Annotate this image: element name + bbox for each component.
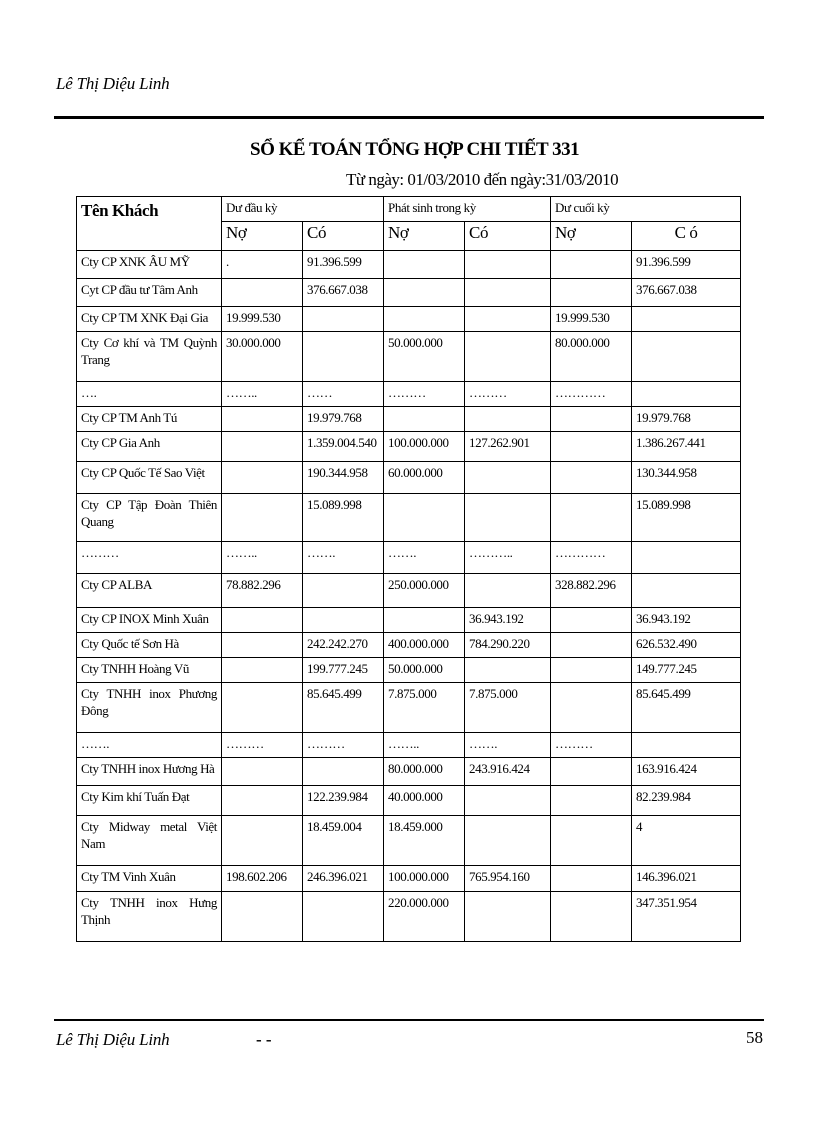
period-credit-cell: 36.943.192	[465, 608, 551, 633]
opening-debit-cell	[222, 279, 303, 307]
opening-credit-cell: 91.396.599	[303, 251, 384, 279]
closing-credit-cell: 347.351.954	[632, 892, 741, 942]
opening-credit-cell: 190.344.958	[303, 462, 384, 494]
customer-name: Cty CP Gia Anh	[77, 432, 222, 462]
table-row	[77, 494, 741, 542]
name-column-header: Tên Khách	[77, 197, 222, 251]
closing-debit-cell	[551, 633, 632, 658]
opening-debit-cell: .	[222, 251, 303, 279]
period-credit-cell	[465, 574, 551, 608]
footer-dots: - -	[256, 1030, 272, 1049]
table-row	[77, 574, 741, 608]
opening-credit-cell	[303, 608, 384, 633]
header-author: Lê Thị Diệu Linh	[56, 74, 170, 93]
customer-name: Cty CP XNK ÂU MỸ	[77, 251, 222, 279]
closing-debit-cell	[551, 758, 632, 786]
period-credit-cell: …….	[465, 733, 551, 758]
period-credit-cell	[465, 251, 551, 279]
opening-debit-cell	[222, 494, 303, 542]
period-credit-cell	[465, 494, 551, 542]
opening-credit-cell	[303, 332, 384, 382]
closing-debit-cell: 328.882.296	[551, 574, 632, 608]
closing-debit-cell	[551, 494, 632, 542]
period-credit-cell	[465, 307, 551, 332]
period-debit-cell: 100.000.000	[384, 866, 465, 892]
period-debit-cell: 50.000.000	[384, 332, 465, 382]
closing-credit-header: C ó	[632, 222, 741, 251]
closing-debit-cell	[551, 658, 632, 683]
customer-name: Cty TM Vinh Xuân	[77, 866, 222, 892]
closing-credit-cell	[632, 542, 741, 574]
period-credit-cell: 7.875.000	[465, 683, 551, 733]
closing-credit-cell: 376.667.038	[632, 279, 741, 307]
opening-debit-cell: ……..	[222, 382, 303, 407]
opening-credit-cell: ………	[303, 733, 384, 758]
document-title: SỔ KẾ TOÁN TỔNG HỢP CHI TIẾT 331	[250, 139, 580, 160]
opening-credit-cell	[303, 758, 384, 786]
period-credit-cell	[465, 462, 551, 494]
period-debit-cell: 7.875.000	[384, 683, 465, 733]
opening-credit-cell	[303, 892, 384, 942]
period-debit-cell	[384, 407, 465, 432]
opening-debit-cell	[222, 407, 303, 432]
closing-credit-cell: 1.386.267.441	[632, 432, 741, 462]
opening-debit-cell: 19.999.530	[222, 307, 303, 332]
opening-credit-cell: 376.667.038	[303, 279, 384, 307]
opening-credit-cell	[303, 307, 384, 332]
period-debit-cell: 18.459.000	[384, 816, 465, 866]
opening-credit-cell: ……	[303, 382, 384, 407]
closing-debit-cell: …………	[551, 382, 632, 407]
period-credit-cell: 765.954.160	[465, 866, 551, 892]
period-debit-cell: 50.000.000	[384, 658, 465, 683]
period-debit-cell: …….	[384, 542, 465, 574]
closing-credit-cell: 15.089.998	[632, 494, 741, 542]
period-credit-cell: 127.262.901	[465, 432, 551, 462]
opening-debit-cell: 78.882.296	[222, 574, 303, 608]
closing-credit-cell: 4	[632, 816, 741, 866]
period-debit-header: Nợ	[384, 222, 465, 251]
period-debit-cell: 400.000.000	[384, 633, 465, 658]
closing-debit-cell	[551, 251, 632, 279]
table-row	[77, 733, 741, 758]
date-range: Từ ngày: 01/03/2010 đến ngày:31/03/2010	[346, 170, 619, 189]
table-row	[77, 892, 741, 942]
opening-credit-cell: 1.359.004.540	[303, 432, 384, 462]
closing-debit-cell	[551, 608, 632, 633]
opening-debit-cell	[222, 633, 303, 658]
closing-debit-cell	[551, 407, 632, 432]
closing-debit-cell	[551, 786, 632, 816]
closing-credit-cell: 91.396.599	[632, 251, 741, 279]
period-credit-cell: ………	[465, 382, 551, 407]
header-rule	[54, 116, 764, 119]
closing-debit-cell: 80.000.000	[551, 332, 632, 382]
period-debit-cell: 220.000.000	[384, 892, 465, 942]
closing-debit-header: Nợ	[551, 222, 632, 251]
opening-credit-cell: 122.239.984	[303, 786, 384, 816]
customer-name: Cty CP TM XNK Đại Gia	[77, 307, 222, 332]
opening-credit-header: Có	[303, 222, 384, 251]
opening-debit-cell: 30.000.000	[222, 332, 303, 382]
closing-debit-cell	[551, 683, 632, 733]
closing-credit-cell: 130.344.958	[632, 462, 741, 494]
table-row	[77, 462, 741, 494]
table-row	[77, 432, 741, 462]
opening-credit-cell: 242.242.270	[303, 633, 384, 658]
closing-debit-cell	[551, 892, 632, 942]
table-row	[77, 332, 741, 382]
table-row	[77, 608, 741, 633]
opening-credit-cell: 199.777.245	[303, 658, 384, 683]
period-debit-cell: 60.000.000	[384, 462, 465, 494]
opening-debit-cell	[222, 816, 303, 866]
table-row	[77, 683, 741, 733]
opening-credit-cell: …….	[303, 542, 384, 574]
closing-credit-cell	[632, 382, 741, 407]
period-debit-cell	[384, 279, 465, 307]
closing-credit-cell: 19.979.768	[632, 407, 741, 432]
closing-credit-cell	[632, 733, 741, 758]
customer-name: Cty TNHH Hoàng Vũ	[77, 658, 222, 683]
customer-name: Cty TNHH inox Hương Hà	[77, 758, 222, 786]
opening-debit-cell	[222, 462, 303, 494]
closing-credit-cell: 85.645.499	[632, 683, 741, 733]
period-activity-header: Phát sinh trong kỳ	[384, 197, 551, 222]
customer-name: ………	[77, 542, 222, 574]
table-row	[77, 407, 741, 432]
period-credit-cell: 243.916.424	[465, 758, 551, 786]
group-header-row	[77, 197, 741, 222]
opening-debit-cell	[222, 786, 303, 816]
opening-debit-cell: 198.602.206	[222, 866, 303, 892]
customer-name: ….	[77, 382, 222, 407]
opening-credit-cell: 85.645.499	[303, 683, 384, 733]
opening-debit-cell	[222, 683, 303, 733]
customer-name: Cty CP Quốc Tế Sao Việt	[77, 462, 222, 494]
closing-credit-cell: 149.777.245	[632, 658, 741, 683]
period-debit-cell	[384, 494, 465, 542]
period-credit-cell	[465, 816, 551, 866]
period-credit-cell	[465, 892, 551, 942]
opening-debit-header: Nợ	[222, 222, 303, 251]
customer-name: Cty CP INOX Minh Xuân	[77, 608, 222, 633]
closing-debit-cell	[551, 432, 632, 462]
table-row	[77, 866, 741, 892]
period-debit-cell: ……..	[384, 733, 465, 758]
table-row	[77, 786, 741, 816]
period-debit-cell: 100.000.000	[384, 432, 465, 462]
period-credit-cell: 784.290.220	[465, 633, 551, 658]
opening-credit-cell: 15.089.998	[303, 494, 384, 542]
opening-debit-cell	[222, 892, 303, 942]
period-credit-cell: ………..	[465, 542, 551, 574]
customer-name: Cty Midway metal Việt Nam	[77, 816, 222, 866]
customer-name: Cty CP TM Anh Tú	[77, 407, 222, 432]
ledger-body	[77, 251, 741, 942]
period-debit-cell: 40.000.000	[384, 786, 465, 816]
customer-name: Cty CP Tập Đoàn Thiên Quang	[77, 494, 222, 542]
customer-name: Cty Cơ khí và TM Quỳnh Trang	[77, 332, 222, 382]
table-row	[77, 382, 741, 407]
closing-balance-header: Dư cuối kỳ	[551, 197, 741, 222]
closing-credit-cell: 36.943.192	[632, 608, 741, 633]
opening-debit-cell	[222, 608, 303, 633]
closing-credit-cell: 146.396.021	[632, 866, 741, 892]
page-number: 58	[746, 1028, 763, 1047]
table-row	[77, 279, 741, 307]
opening-credit-cell: 18.459.004	[303, 816, 384, 866]
footer-author: Lê Thị Diệu Linh	[56, 1030, 170, 1049]
period-credit-cell	[465, 658, 551, 683]
opening-debit-cell	[222, 432, 303, 462]
customer-name: Cty TNHH inox Phương Đông	[77, 683, 222, 733]
closing-credit-cell	[632, 307, 741, 332]
opening-debit-cell	[222, 658, 303, 683]
closing-credit-cell	[632, 332, 741, 382]
customer-name: Cty TNHH inox Hưng Thịnh	[77, 892, 222, 942]
opening-credit-cell	[303, 574, 384, 608]
table-row	[77, 816, 741, 866]
closing-debit-cell	[551, 866, 632, 892]
customer-name: Cyt CP đầu tư Tâm Anh	[77, 279, 222, 307]
period-credit-header: Có	[465, 222, 551, 251]
table-row	[77, 307, 741, 332]
closing-credit-cell: 163.916.424	[632, 758, 741, 786]
opening-debit-cell	[222, 758, 303, 786]
customer-name: Cty Kim khí Tuấn Đạt	[77, 786, 222, 816]
period-debit-cell	[384, 251, 465, 279]
closing-debit-cell: 19.999.530	[551, 307, 632, 332]
period-credit-cell	[465, 332, 551, 382]
period-debit-cell: 250.000.000	[384, 574, 465, 608]
closing-debit-cell: ………	[551, 733, 632, 758]
period-debit-cell: ………	[384, 382, 465, 407]
ledger-table	[76, 196, 741, 942]
table-row	[77, 251, 741, 279]
opening-debit-cell: ………	[222, 733, 303, 758]
period-debit-cell	[384, 608, 465, 633]
closing-credit-cell	[632, 574, 741, 608]
opening-balance-header: Dư đầu kỳ	[222, 197, 384, 222]
opening-credit-cell: 246.396.021	[303, 866, 384, 892]
period-credit-cell	[465, 279, 551, 307]
closing-debit-cell	[551, 462, 632, 494]
period-credit-cell	[465, 786, 551, 816]
table-row	[77, 542, 741, 574]
period-credit-cell	[465, 407, 551, 432]
opening-debit-cell: ……..	[222, 542, 303, 574]
footer-rule	[54, 1019, 764, 1021]
period-debit-cell	[384, 307, 465, 332]
closing-debit-cell	[551, 816, 632, 866]
closing-credit-cell: 626.532.490	[632, 633, 741, 658]
closing-debit-cell: …………	[551, 542, 632, 574]
table-row	[77, 633, 741, 658]
period-debit-cell: 80.000.000	[384, 758, 465, 786]
opening-credit-cell: 19.979.768	[303, 407, 384, 432]
closing-debit-cell	[551, 279, 632, 307]
customer-name: Cty Quốc tế Sơn Hà	[77, 633, 222, 658]
customer-name: Cty CP ALBA	[77, 574, 222, 608]
customer-name: …….	[77, 733, 222, 758]
table-row	[77, 758, 741, 786]
table-row	[77, 658, 741, 683]
closing-credit-cell: 82.239.984	[632, 786, 741, 816]
